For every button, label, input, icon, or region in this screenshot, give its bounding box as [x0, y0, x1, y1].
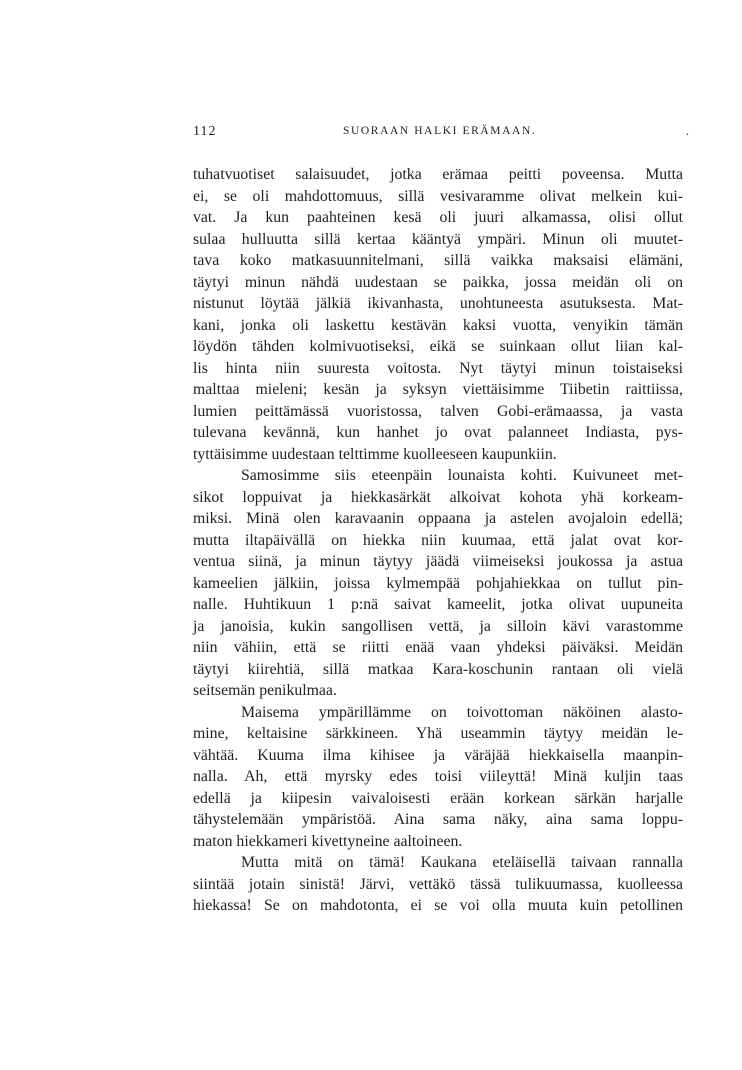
text-line: tuhatvuotiset salaisuudet, jotka erämaa peitti poveensa. Mutta [193, 166, 683, 183]
running-title: SUORAAN HALKI ERÄMAAN. [343, 125, 537, 137]
text-line: tava koko matkasuunnitelmani, sillä vaikka maksaisi elämäni, [193, 252, 683, 269]
text-line: ventua siinä, ja minun täytyy jäädä viimeiseksi joukossa ja astua [193, 553, 683, 570]
text-line: kameelien jälkiin, joissa kylmempää pohjahiekkaa on tullut pin- [193, 574, 683, 592]
text-line: vat. Ja kun paahteinen kesä oli juuri alkamassa, olisi ollut [193, 209, 683, 226]
text-line: nalla. Ah, että myrsky edes toisi viileyttä! Minä kuljin taas [193, 768, 683, 785]
text-line: seitsemän penikulmaa. [193, 682, 337, 699]
text-line: siintää jotain sinistä! Järvi, vettäkö tässä tulikuumassa, kuolleessa [193, 875, 683, 893]
text-line: Mutta mitä on tämä! Kaukana eteläisellä taivaan rannalla [241, 854, 683, 871]
text-line: lis hinta niin suuresta voitosta. Nyt täytyi minun toistaiseksi [193, 359, 683, 377]
text-line: Maisema ympärillämme on toivottoman näköinen alasto- [241, 703, 683, 721]
text-line: sulaa hulluutta sillä kertaa kääntyä ympäri. Minun oli muutet- [193, 230, 683, 248]
text-line: mutta iltapäivällä on hiekka niin kuumaa, että jalat ovat kor- [193, 531, 683, 549]
text-line: tyttäisimme uudestaan telttimme kuolleeseen kaupunkiin. [193, 445, 557, 463]
text-line: nistunut löytää jälkiä ikivanhasta, unohtuneesta asutuksesta. Mat- [193, 295, 683, 312]
text-line: tulevana kevännä, kun hanhet jo ovat palanneet Indiasta, pys- [193, 424, 683, 441]
page-header [193, 124, 689, 144]
text-line: kani, jonka oli laskettu kestävän kaksi vuotta, venyikin tämän [193, 316, 683, 334]
text-line: lumien peittämässä vuoristossa, talven Gobi-erämaassa, ja vasta [193, 402, 683, 420]
text-line: nalle. Huhtikuun 1 p:nä saivat kameelit, jotka olivat uupuneita [193, 596, 683, 613]
text-line: löydön tähden kolmivuotiseksi, eikä se suinkaan ollut liian kal- [193, 338, 683, 355]
text-line: vähtää. Kuuma ilma kihisee ja väräjää hiekkaisella maanpin- [193, 746, 683, 764]
text-line: niin vähiin, että se riitti enää vaan yhdeksi päiväksi. Meidän [193, 639, 683, 656]
page-number: 112 [193, 124, 217, 139]
text-line: täytyi kiirehtiä, sillä matkaa Kara-koschunin rantaan oli vielä [193, 660, 683, 678]
text-line: malttaa mieleni; kesän ja syksyn viettäisimme Tiibetin raittiissa, [193, 381, 683, 398]
text-line: ja janoisia, kukin sangollisen vettä, ja silloin kävi varastomme [193, 617, 683, 635]
text-line: täytyi minun nähdä uudestaan se paikka, jossa meidän oli on [193, 273, 683, 291]
text-line: mine, keltaisine särkkineen. Yhä useammin täytyy meidän le- [193, 725, 683, 742]
text-line: tähystelemään ympäristöä. Aina sama näky, aina sama loppu- [193, 811, 683, 828]
text-line: maton hiekkameri kivettyneine aaltoineen. [193, 832, 463, 850]
text-line: miksi. Minä olen karavaanin oppaana ja astelen avojaloin edellä; [193, 510, 683, 527]
text-line: ei, se oli mahdottomuus, sillä vesivaramme olivat melkein kui- [193, 187, 683, 205]
body-text [193, 164, 683, 917]
text-line: hiekassa! Se on mahdotonta, ei se voi olla muuta kuin petollinen [193, 897, 683, 914]
text-line: edellä ja kiipesin vaivaloisesti erään korkean särkän harjalle [193, 789, 683, 807]
header-mark: . [686, 124, 689, 138]
text-line: Samosimme siis eteenpäin lounaista kohti. Kuivuneet met- [241, 467, 683, 484]
text-line: sikot loppuivat ja hiekkasärkät alkoivat kohota yhä korkeam- [193, 488, 683, 506]
